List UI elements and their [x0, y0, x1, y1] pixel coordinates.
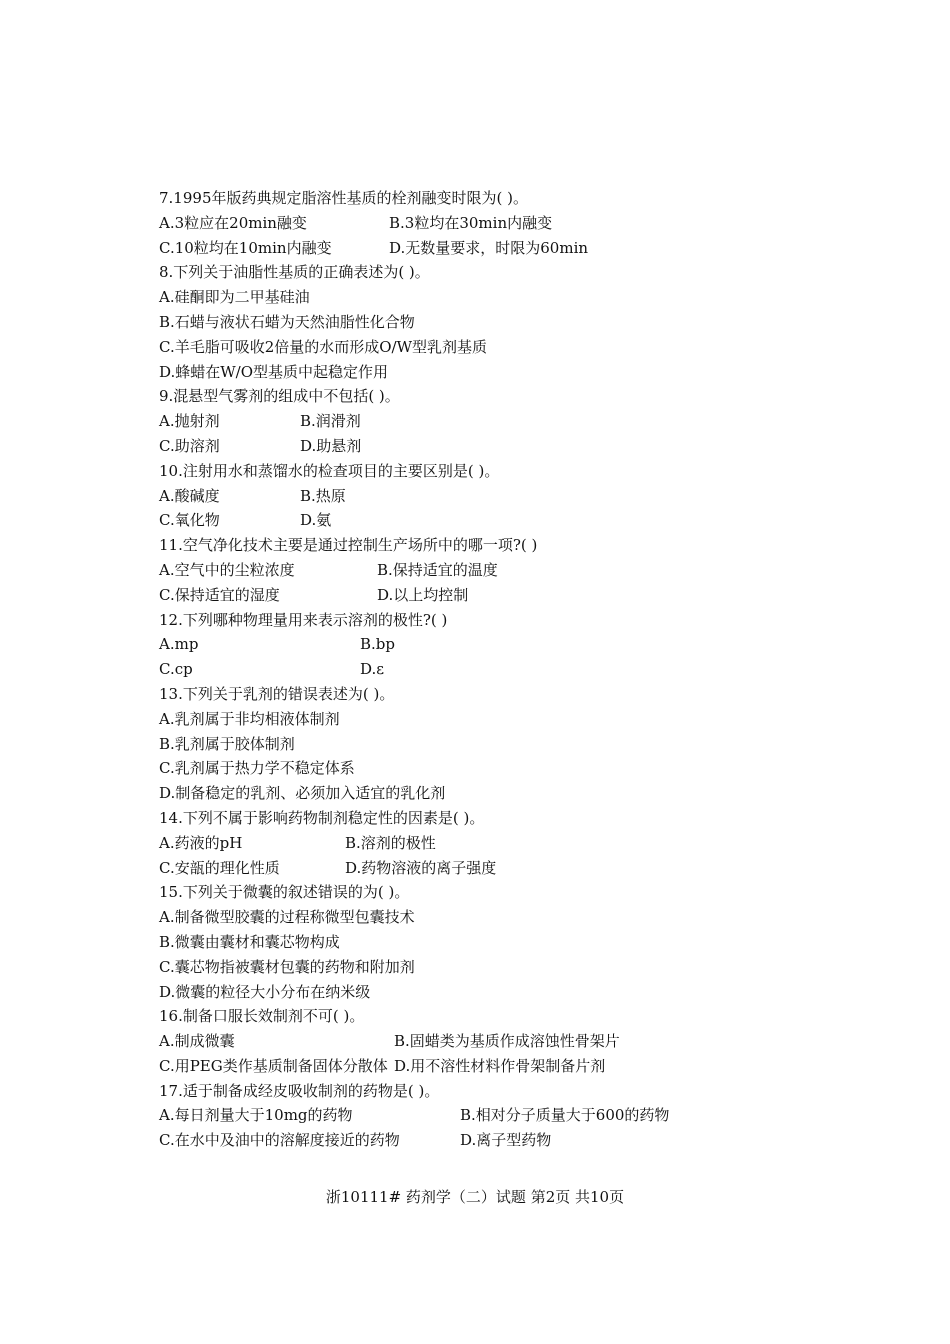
option-row — [159, 484, 859, 509]
answer-option: A.制备微型胶囊的过程称微型包囊技术 — [159, 908, 415, 927]
option-row — [159, 955, 859, 980]
option-row — [159, 310, 859, 335]
answer-option: D.用不溶性材料作骨架制备片剂 — [394, 1056, 606, 1075]
question-stem: 14.下列不属于影响药物制剂稳定性的因素是( )。 — [159, 808, 485, 827]
option-row — [159, 756, 859, 781]
answer-option: C.在水中及油中的溶解度接近的药物 — [159, 1131, 400, 1150]
option-row — [159, 930, 859, 955]
answer-option: C.cp — [159, 660, 193, 679]
answer-option: B.润滑剂 — [300, 412, 361, 431]
answer-option: C.助溶剂 — [159, 436, 220, 455]
answer-option: B.石蜡与液状石蜡为天然油脂性化合物 — [159, 312, 415, 331]
answer-option: D.以上均控制 — [377, 585, 469, 604]
answer-option: A.硅酮即为二甲基硅油 — [159, 288, 310, 307]
answer-option: A.抛射剂 — [159, 412, 220, 431]
option-row — [159, 409, 859, 434]
answer-option: C.羊毛脂可吸收2倍量的水而形成O/W型乳剂基质 — [159, 337, 488, 356]
answer-option: B.保持适宜的温度 — [377, 560, 498, 579]
question-stem: 16.制备口服长效制剂不可( )。 — [159, 1007, 365, 1026]
question-stem: 15.下列关于微囊的叙述错误的为( )。 — [159, 883, 410, 902]
answer-option: C.乳剂属于热力学不稳定体系 — [159, 759, 355, 778]
answer-option: C.10粒均在10min内融变 — [159, 238, 332, 257]
question-stem: 7.1995年版药典规定脂溶性基质的栓剂融变时限为( )。 — [159, 189, 528, 207]
answer-option: B.3粒均在30min内融变 — [389, 213, 553, 232]
answer-option: A.酸碱度 — [159, 486, 220, 505]
option-row — [159, 632, 859, 657]
option-row — [159, 732, 859, 757]
option-row — [159, 1029, 859, 1054]
answer-option: B.bp — [360, 635, 395, 654]
answer-option: C.用PEG类作基质制备固体分散体 — [159, 1056, 388, 1075]
answer-option: B.微囊由囊材和囊芯物构成 — [159, 932, 340, 951]
question-stem: 17.适于制备成经皮吸收制剂的药物是( )。 — [159, 1081, 440, 1100]
option-row — [159, 980, 859, 1005]
answer-option: A.空气中的尘粒浓度 — [159, 560, 295, 579]
option-row — [159, 236, 859, 261]
question-stem: 9.混悬型气雾剂的组成中不包括( )。 — [159, 387, 400, 406]
option-row — [159, 856, 859, 881]
answer-option: B.乳剂属于胶体制剂 — [159, 734, 295, 753]
answer-option: D.助悬剂 — [300, 436, 362, 455]
answer-option: C.保持适宜的湿度 — [159, 585, 280, 604]
option-row — [159, 707, 859, 732]
question-stem: 8.下列关于油脂性基质的正确表述为( )。 — [159, 263, 430, 282]
option-row — [159, 285, 859, 310]
answer-option: A.3粒应在20min融变 — [159, 213, 307, 232]
option-row — [159, 657, 859, 682]
answer-option: C.囊芯物指被囊材包囊的药物和附加剂 — [159, 957, 415, 976]
answer-option: D.蜂蜡在W/O型基质中起稳定作用 — [159, 362, 389, 381]
option-row — [159, 781, 859, 806]
option-row — [159, 1103, 859, 1128]
question-stem: 13.下列关于乳剂的错误表述为( )。 — [159, 684, 395, 703]
answer-option: B.相对分子质量大于600的药物 — [460, 1106, 670, 1125]
answer-option: D.药物溶液的离子强度 — [345, 858, 497, 877]
answer-option: A.mp — [159, 635, 199, 654]
answer-option: A.制成微囊 — [159, 1032, 235, 1051]
answer-option: D.ε — [360, 660, 385, 679]
answer-option: A.药液的pH — [159, 833, 243, 852]
answer-option: A.每日剂量大于10mg的药物 — [159, 1106, 353, 1125]
page-footer: 浙10111# 药剂学（二）试题 第2页 共10页 — [325, 1188, 625, 1206]
option-row — [159, 1054, 859, 1079]
answer-option: B.热原 — [300, 486, 346, 505]
question-stem: 11.空气净化技术主要是通过控制生产场所中的哪一项?( ) — [159, 536, 538, 555]
option-row — [159, 831, 859, 856]
option-row — [159, 508, 859, 533]
option-row — [159, 583, 859, 608]
option-row — [159, 1128, 859, 1153]
answer-option: D.微囊的粒径大小分布在纳米级 — [159, 982, 371, 1001]
answer-option: C.安瓿的理化性质 — [159, 858, 280, 877]
answer-option: D.离子型药物 — [460, 1131, 552, 1150]
option-row — [159, 211, 859, 236]
option-row — [159, 360, 859, 385]
answer-option: B.固蜡类为基质作成溶蚀性骨架片 — [394, 1032, 620, 1051]
answer-option: D.氨 — [300, 511, 332, 530]
answer-option: B.溶剂的极性 — [345, 833, 436, 852]
answer-option: D.制备稳定的乳剂、必须加入适宜的乳化剂 — [159, 784, 446, 803]
answer-option: A.乳剂属于非均相液体制剂 — [159, 709, 340, 728]
option-row — [159, 434, 859, 459]
question-list — [159, 186, 859, 1153]
answer-option: D.无数量要求，时限为60min — [389, 238, 589, 257]
option-row — [159, 905, 859, 930]
answer-option: C.氧化物 — [159, 511, 220, 530]
question-stem: 10.注射用水和蒸馏水的检查项目的主要区别是( )。 — [159, 461, 500, 480]
option-row — [159, 558, 859, 583]
question-stem: 12.下列哪种物理量用来表示溶剂的极性?( ) — [159, 610, 448, 629]
option-row — [159, 335, 859, 360]
